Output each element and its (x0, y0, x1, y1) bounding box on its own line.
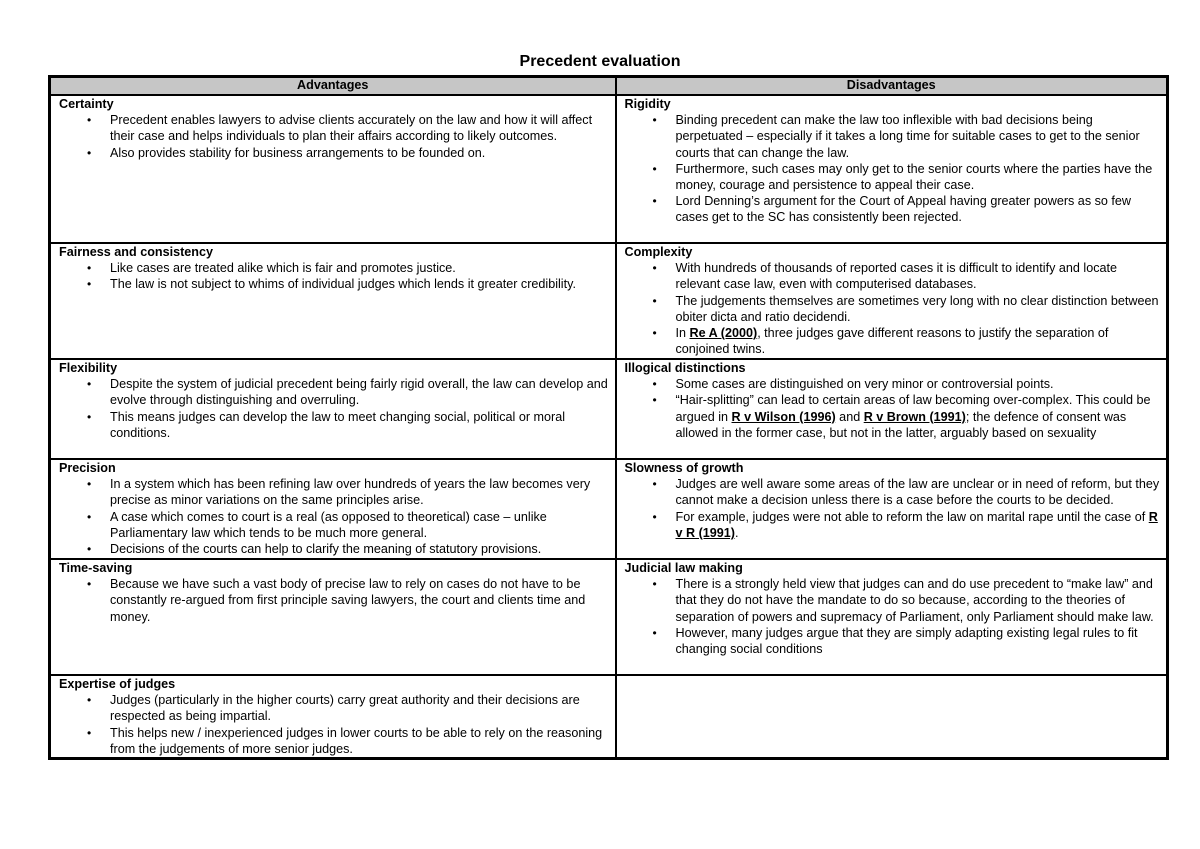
list-item-text: . (735, 525, 739, 540)
table-row (50, 95, 1168, 243)
list-item: • Also provides stability for business arrangements to be founded on. (110, 145, 611, 161)
advantage-cell (50, 675, 616, 759)
section-heading: Precision (59, 461, 116, 475)
bullet-list (61, 692, 611, 757)
list-item (676, 509, 1163, 541)
page-title: Precedent evaluation (519, 53, 681, 70)
disadvantage-cell (616, 243, 1168, 359)
bullet-list (61, 260, 611, 292)
list-item: • Binding precedent can make the law too inflexible with bad decisions being perpetuated – especially if it takes a long time for suitable cases to get to the senior courts that can change the law. (676, 112, 1163, 161)
table-row (50, 559, 1168, 675)
precedent-table (48, 75, 1169, 760)
bullet-list (61, 376, 611, 441)
section-heading: Expertise of judges (59, 677, 176, 691)
list-item: • Judges are well aware some areas of the law are unclear or in need of reform, but they cannot make a decision unless there is a case before the courts to be decided. (676, 476, 1163, 508)
list-item-text: For example, judges were not able to reform the law on marital rape until the case of (675, 509, 1149, 524)
section-heading: Time-saving (59, 561, 133, 575)
table-row (50, 459, 1168, 559)
table-row (50, 243, 1168, 359)
section-heading: Complexity (624, 245, 693, 259)
list-item: • This means judges can develop the law to meet changing social, political or moral conditions. (110, 409, 611, 441)
bullet-list (627, 476, 1163, 541)
case-citation: Re A (2000) (689, 326, 758, 341)
section-heading: Certainty (59, 97, 114, 111)
bullet-list (627, 576, 1163, 657)
bullet-list (627, 260, 1163, 357)
list-item-text: In (675, 326, 690, 341)
disadvantage-cell (616, 559, 1168, 675)
list-item (676, 325, 1163, 357)
list-item (676, 392, 1163, 441)
case-citation: R v R (1991) (675, 509, 1158, 540)
list-item: • The judgements themselves are sometimes very long with no clear distinction between obiter dicta and ratio decidendi. (676, 293, 1163, 325)
disadvantage-cell (616, 459, 1168, 559)
table-row (50, 675, 1168, 759)
table-row (50, 359, 1168, 459)
list-item: • There is a strongly held view that judges can and do use precedent to “make law” and that they do not have the mandate to do so because, according to the theories of separation of powers and supremacy of Parliament, only Parliament should make law. (676, 576, 1163, 625)
list-item: • Lord Denning’s argument for the Court of Appeal having greater powers as so few cases get to the SC has consistently been rejected. (676, 193, 1163, 225)
bullet-list (627, 112, 1163, 225)
list-item: • A case which comes to court is a real (as opposed to theoretical) case – unlike Parliamentary law which tends to be much more general. (110, 509, 611, 541)
bullet-list (61, 476, 611, 557)
case-citation: R v Brown (1991) (863, 409, 966, 424)
header-row (50, 77, 1168, 96)
list-item: • This helps new / inexperienced judges in lower courts to be able to rely on the reasoning from the judgements of more senior judges. (110, 725, 611, 757)
list-item-text: and (835, 409, 864, 424)
empty-cell (616, 675, 1168, 759)
list-item: • However, many judges argue that they are simply adapting existing legal rules to fit changing social conditions (676, 625, 1163, 657)
advantages-header: Advantages (50, 77, 616, 96)
section-heading: Flexibility (59, 361, 118, 375)
list-item: • Because we have such a vast body of precise law to rely on cases do not have to be constantly re-argued from first principle saving lawyers, the court and clients time and money. (110, 576, 611, 625)
list-item: • Decisions of the courts can help to clarify the meaning of statutory provisions. (110, 541, 611, 557)
list-item-text: ; the defence of consent was allowed in the former case, but not in the latter, arguably based on sexuality (675, 409, 1127, 440)
section-heading: Fairness and consistency (59, 245, 213, 259)
advantage-cell (50, 559, 616, 675)
disadvantage-cell (616, 95, 1168, 243)
advantage-cell (50, 459, 616, 559)
section-heading: Illogical distinctions (624, 361, 746, 375)
list-item: • Furthermore, such cases may only get to the senior courts where the parties have the money, courage and persistence to appeal their case. (676, 161, 1163, 193)
bullet-list (61, 576, 611, 625)
disadvantage-cell (616, 359, 1168, 459)
section-heading: Slowness of growth (624, 461, 744, 475)
list-item: • Judges (particularly in the higher courts) carry great authority and their decisions are respected as being impartial. (110, 692, 611, 724)
list-item-text: , three judges gave different reasons to justify the separation of conjoined twins. (675, 326, 1109, 357)
bullet-list (627, 376, 1163, 441)
disadvantages-header: Disadvantages (616, 77, 1168, 96)
list-item: • Some cases are distinguished on very minor or controversial points. (676, 376, 1163, 392)
list-item-text: “Hair-splitting” can lead to certain areas of law becoming over-complex. This could be argued in (675, 393, 1151, 424)
bullet-list (61, 112, 611, 161)
advantage-cell (50, 243, 616, 359)
advantage-cell (50, 95, 616, 243)
list-item: • Precedent enables lawyers to advise clients accurately on the law and how it will affect their case and helps individuals to plan their affairs according to likely outcomes. (110, 112, 611, 144)
list-item: • Like cases are treated alike which is fair and promotes justice. (110, 260, 611, 276)
list-item: • With hundreds of thousands of reported cases it is difficult to identify and locate relevant case law, even with computerised databases. (676, 260, 1163, 292)
section-heading: Rigidity (624, 97, 671, 111)
section-heading: Judicial law making (624, 561, 743, 575)
list-item: • In a system which has been refining law over hundreds of years the law becomes very precise as minor variations on the same principles arise. (110, 476, 611, 508)
list-item: • Despite the system of judicial precedent being fairly rigid overall, the law can develop and evolve through distinguishing and overruling. (110, 376, 611, 408)
case-citation: R v Wilson (1996) (731, 409, 836, 424)
list-item: • The law is not subject to whims of individual judges which lends it greater credibility. (110, 276, 611, 292)
advantage-cell (50, 359, 616, 459)
